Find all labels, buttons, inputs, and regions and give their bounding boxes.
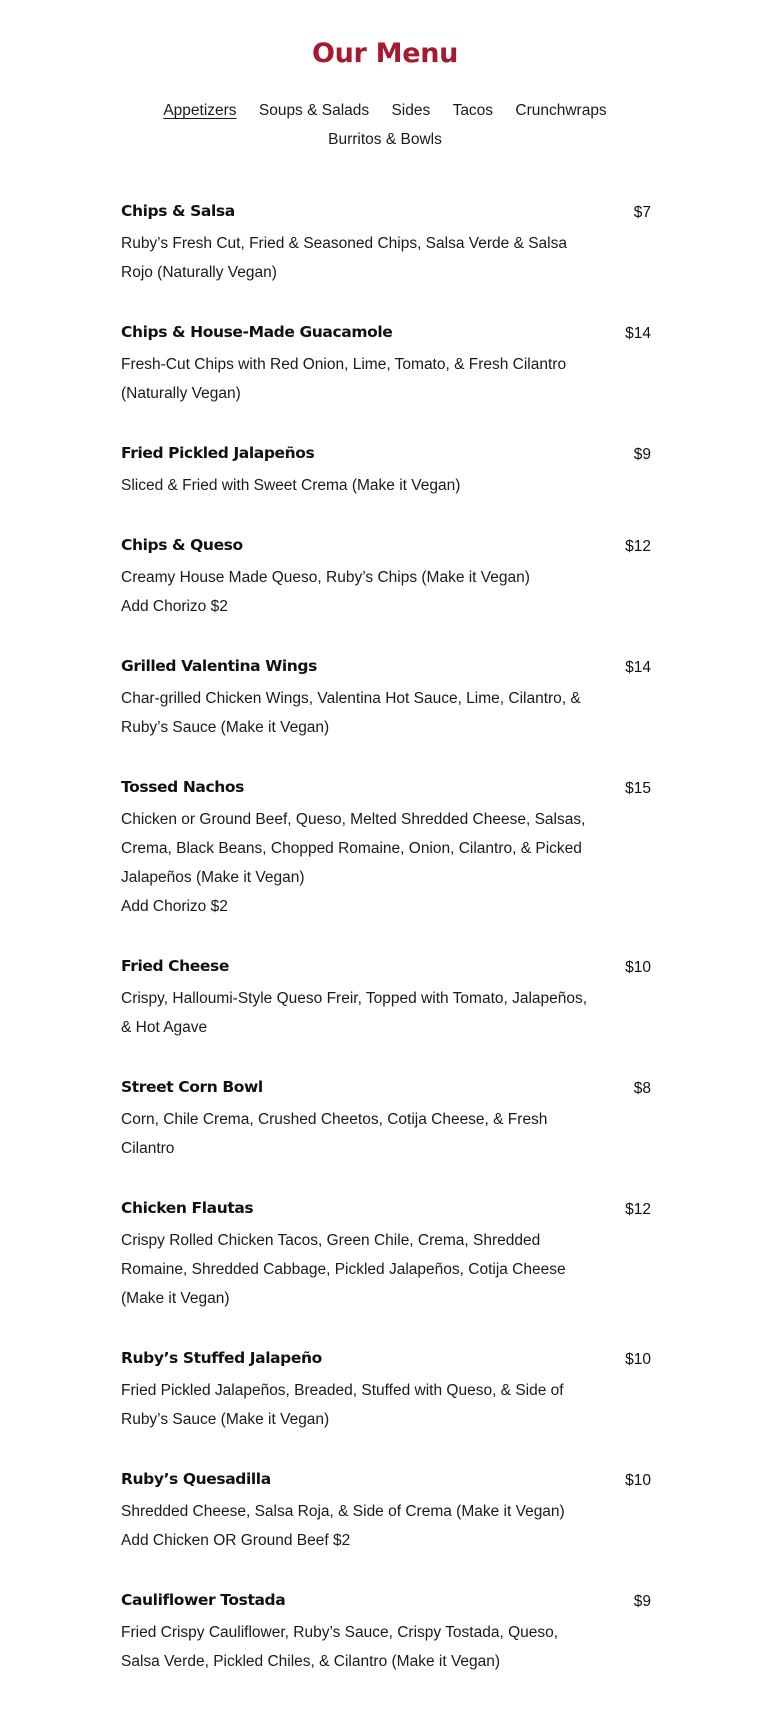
page-title: Our Menu bbox=[311, 38, 459, 69]
menu-item-name: Street Corn Bowl bbox=[121, 1078, 263, 1096]
menu-item-name: Chips & Queso bbox=[121, 536, 243, 554]
nav-item-burritos-bowls[interactable]: Burritos & Bowls bbox=[328, 131, 442, 148]
menu-item-price: $14 bbox=[625, 659, 651, 676]
menu-item bbox=[121, 1467, 651, 1555]
menu-item-price: $15 bbox=[625, 780, 651, 797]
menu-item-description: Fried Pickled Jalapeños, Breaded, Stuffed with Queso, & Side of Ruby’s Sauce (Make it Vegan) bbox=[121, 1382, 564, 1428]
menu-item bbox=[121, 1075, 651, 1163]
nav-item-sides[interactable]: Sides bbox=[391, 102, 431, 119]
menu-item-addon: Add Chorizo $2 bbox=[121, 598, 228, 615]
menu-item-price: $9 bbox=[633, 1593, 651, 1610]
menu-item-description: Crispy Rolled Chicken Tacos, Green Chile, Crema, Shredded Romaine, Shredded Cabbage, Pickled Jalapeños, Cotija Cheese (Make it Vegan) bbox=[121, 1232, 566, 1307]
menu-item bbox=[121, 441, 651, 500]
menu-item bbox=[121, 775, 651, 921]
menu-item bbox=[121, 199, 651, 287]
menu-item bbox=[121, 1196, 651, 1313]
menu-item-name: Grilled Valentina Wings bbox=[121, 657, 317, 675]
nav-item-appetizers[interactable]: Appetizers bbox=[163, 102, 237, 119]
menu-item-price: $10 bbox=[625, 1351, 651, 1368]
menu-item-addon: Add Chorizo $2 bbox=[121, 898, 228, 915]
category-nav bbox=[150, 96, 620, 154]
nav-item-crunchwraps[interactable]: Crunchwraps bbox=[515, 102, 607, 119]
menu-item-name: Chips & Salsa bbox=[121, 202, 235, 220]
menu-item bbox=[121, 654, 651, 742]
menu-item-name: Ruby’s Quesadilla bbox=[121, 1470, 271, 1488]
menu-item-name: Ruby’s Stuffed Jalapeño bbox=[121, 1349, 322, 1367]
menu-item-name: Chicken Flautas bbox=[121, 1199, 254, 1217]
menu-item-name: Chips & House-Made Guacamole bbox=[121, 323, 393, 341]
menu-item-description: Shredded Cheese, Salsa Roja, & Side of Crema (Make it Vegan) bbox=[121, 1503, 565, 1520]
menu-item-price: $7 bbox=[633, 204, 651, 221]
menu-item bbox=[121, 320, 651, 408]
menu-item-price: $12 bbox=[625, 538, 651, 555]
nav-item-soups-salads[interactable]: Soups & Salads bbox=[258, 102, 370, 119]
menu-item-name: Fried Cheese bbox=[121, 957, 229, 975]
menu-item bbox=[121, 1588, 651, 1676]
menu-item bbox=[121, 954, 651, 1042]
menu-item-description: Creamy House Made Queso, Ruby’s Chips (Make it Vegan) bbox=[121, 569, 530, 586]
menu-item-price: $12 bbox=[625, 1201, 651, 1218]
menu-item-description: Fresh-Cut Chips with Red Onion, Lime, Tomato, & Fresh Cilantro (Naturally Vegan) bbox=[121, 356, 567, 402]
menu-item bbox=[121, 533, 651, 621]
menu-item-description: Fried Crispy Cauliflower, Ruby’s Sauce, Crispy Tostada, Queso, Salsa Verde, Pickled Chiles, & Cilantro (Make it Vegan) bbox=[121, 1624, 559, 1670]
menu-item-price: $9 bbox=[633, 446, 651, 463]
menu-item-price: $14 bbox=[625, 325, 651, 342]
menu-item-description: Sliced & Fried with Sweet Crema (Make it Vegan) bbox=[121, 477, 461, 494]
menu-item-description: Chicken or Ground Beef, Queso, Melted Shredded Cheese, Salsas, Crema, Black Beans, Chopped Romaine, Onion, Cilantro, & Picked Jalapeños (Make it Vegan) bbox=[121, 811, 586, 886]
menu-item-addon: Add Chicken OR Ground Beef $2 bbox=[121, 1532, 351, 1549]
menu-item-description: Corn, Chile Crema, Crushed Cheetos, Cotija Cheese, & Fresh Cilantro bbox=[121, 1111, 548, 1157]
menu-item-price: $8 bbox=[633, 1080, 651, 1097]
menu-item-description: Char-grilled Chicken Wings, Valentina Hot Sauce, Lime, Cilantro, & Ruby’s Sauce (Make it Vegan) bbox=[121, 690, 581, 736]
menu-item-price: $10 bbox=[625, 1472, 651, 1489]
menu-item-price: $10 bbox=[625, 959, 651, 976]
menu-item-description: Crispy, Halloumi-Style Queso Freir, Topped with Tomato, Jalapeños, & Hot Agave bbox=[121, 990, 588, 1036]
menu-item-name: Fried Pickled Jalapeños bbox=[121, 444, 315, 462]
menu-item-list bbox=[121, 199, 651, 1709]
menu-item-name: Cauliflower Tostada bbox=[121, 1591, 286, 1609]
nav-item-tacos[interactable]: Tacos bbox=[452, 102, 494, 119]
menu-item bbox=[121, 1346, 651, 1434]
menu-item-name: Tossed Nachos bbox=[121, 778, 244, 796]
menu-item-description: Ruby’s Fresh Cut, Fried & Seasoned Chips, Salsa Verde & Salsa Rojo (Naturally Vegan) bbox=[121, 235, 567, 281]
